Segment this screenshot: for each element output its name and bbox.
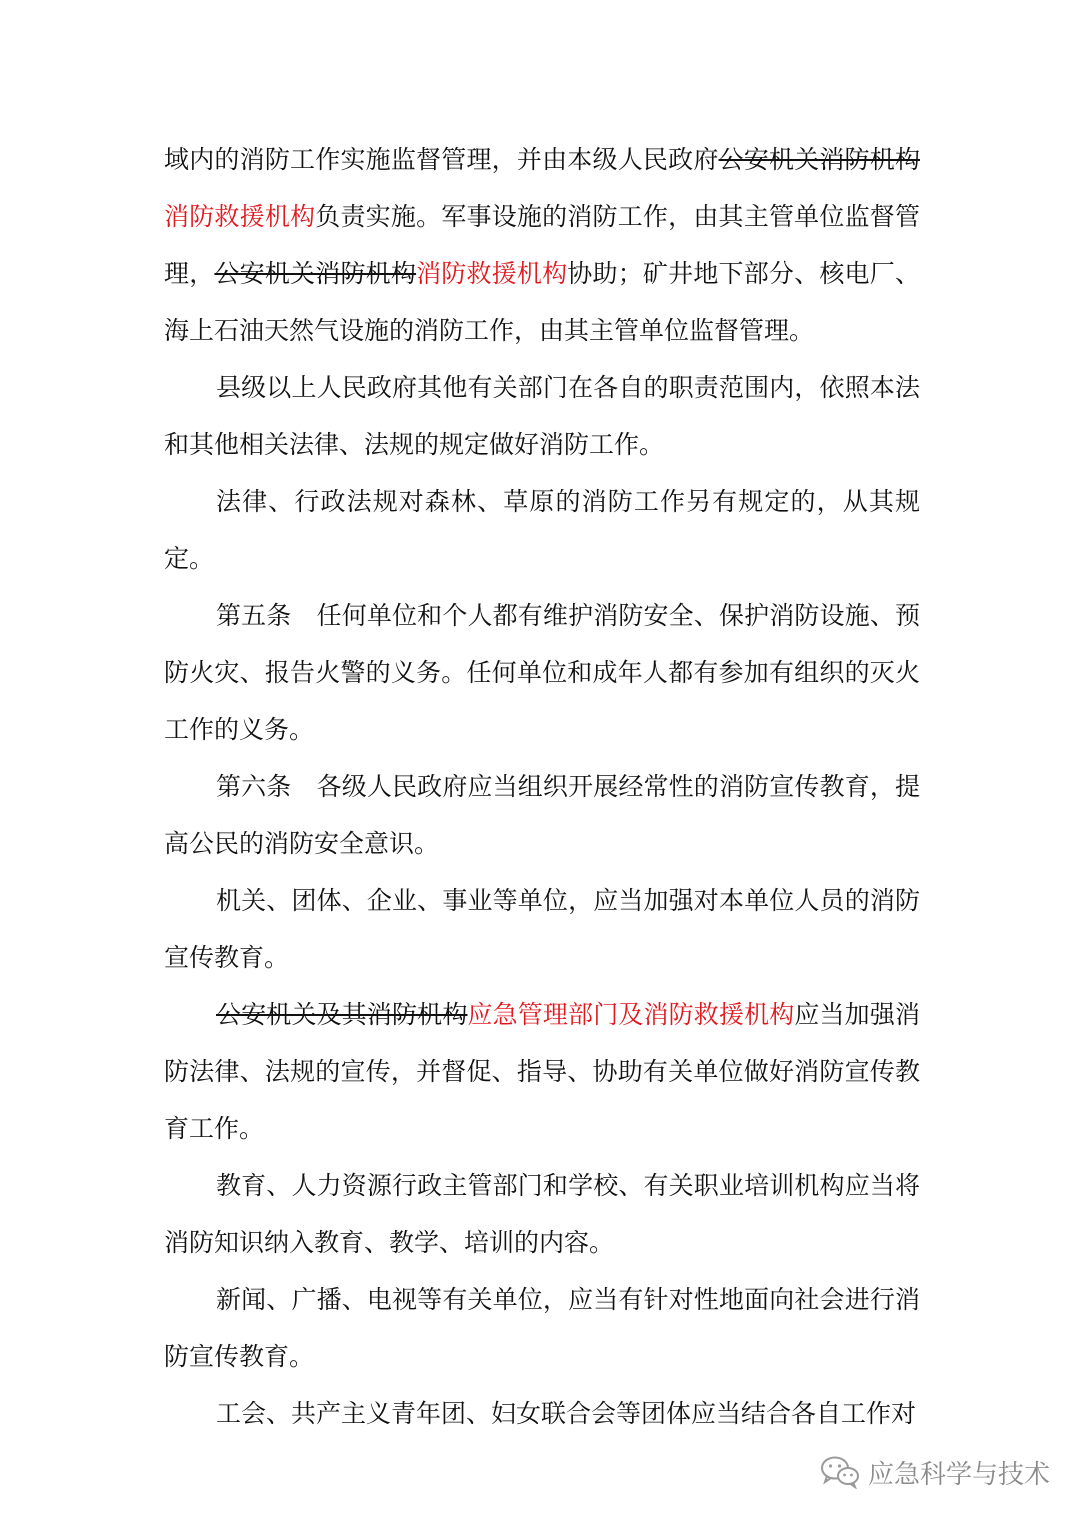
deleted-text: 公安机关消防机构: [214, 259, 417, 288]
paragraph: [164, 359, 920, 473]
paragraph: [164, 1271, 920, 1385]
body-text: 法律、行政法规对森林、草原的消防工作另有规定的，从其规定。: [164, 487, 920, 573]
body-text: 新闻、广播、电视等有关单位，应当有针对性地面向社会进行消防宣传教育。: [164, 1285, 920, 1371]
body-text: 县级以上人民政府其他有关部门在各自的职责范围内，依照本法和其他相关法律、法规的规定做好消防工作。: [164, 373, 920, 459]
watermark-text: 应急科学与技术: [867, 1459, 1050, 1490]
body-text: 协助；矿井地下部分、核电厂、海上石油天然气设施的消防工作，由其主管单位监督管理。: [164, 259, 920, 345]
body-text: 域内的消防工作实施监督管理，并由本级人民政府: [164, 145, 719, 174]
body-text: 机关、团体、企业、事业等单位，应当加强对本单位人员的消防宣传教育。: [164, 886, 920, 972]
body-text: 应当加强消防法律、法规的宣传，并督促、指导、协助有关单位做好消防宣传教育工作。: [164, 1000, 920, 1143]
document-body: [164, 131, 920, 1442]
inserted-text: 消防救援机构: [164, 202, 316, 231]
paragraph: [164, 587, 920, 758]
paragraph: [164, 131, 920, 359]
inserted-text: 应急管理部门及消防救援机构: [467, 1000, 795, 1029]
paragraph: [164, 1157, 920, 1271]
paragraph: [164, 986, 920, 1157]
paragraph: [164, 758, 920, 872]
body-text: 负责实施。军事设施的消防工作，由其主管单位监督管理，: [164, 202, 920, 288]
paragraph: [164, 1385, 920, 1442]
deleted-text: 公安机关及其消防机构: [216, 1000, 468, 1029]
body-text: 第六条 各级人民政府应当组织开展经常性的消防宣传教育，提高公民的消防安全意识。: [164, 772, 920, 858]
paragraph: [164, 473, 920, 587]
watermark: [820, 1452, 1050, 1492]
body-text: 教育、人力资源行政主管部门和学校、有关职业培训机构应当将消防知识纳入教育、教学、培训的内容。: [164, 1171, 920, 1257]
body-text: 第五条 任何单位和个人都有维护消防安全、保护消防设施、预防火灾、报告火警的义务。任何单位和成年人都有参加有组织的灭火工作的义务。: [164, 601, 920, 744]
deleted-text: 公安机关消防机构: [718, 145, 920, 174]
wechat-icon: [820, 1455, 860, 1489]
paragraph: [164, 872, 920, 986]
inserted-text: 消防救援机构: [416, 259, 568, 288]
body-text: 工会、共产主义青年团、妇女联合会等团体应当结合各自工作对: [216, 1399, 917, 1428]
